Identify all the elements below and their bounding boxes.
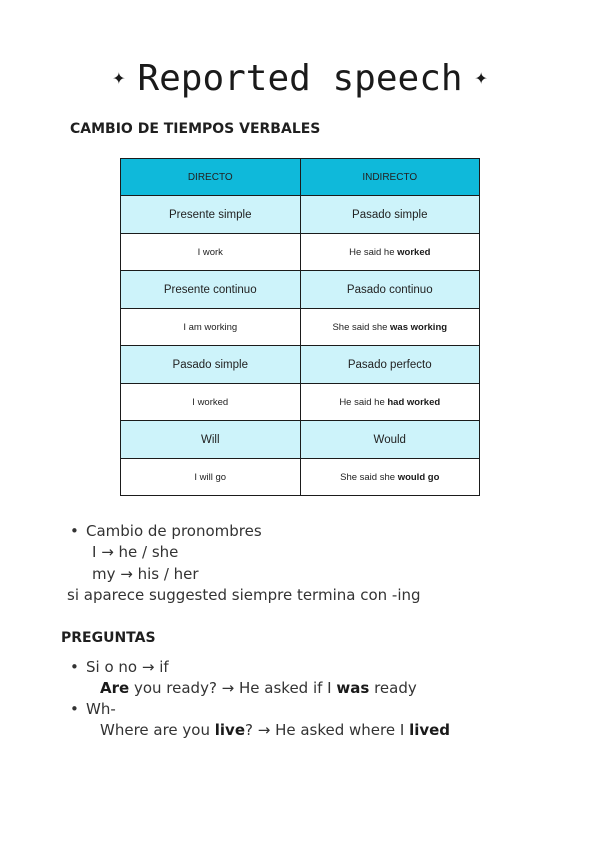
indirect-prefix: She said she bbox=[332, 321, 391, 333]
tense-table bbox=[120, 158, 480, 496]
indirect-verb: was working bbox=[390, 321, 448, 333]
cell-direct: Presente simple bbox=[121, 196, 301, 234]
wh-bullet: • Wh- bbox=[86, 700, 116, 718]
cell-indirect: Would bbox=[300, 421, 480, 459]
indirect-prefix: He said he bbox=[339, 396, 388, 408]
cell-indirect bbox=[300, 309, 480, 346]
indirect-verb: had worked bbox=[387, 396, 441, 408]
cell-direct: Pasado simple bbox=[121, 346, 301, 384]
cell-indirect bbox=[300, 459, 480, 496]
cell-indirect bbox=[300, 384, 480, 421]
bold-word: was bbox=[336, 679, 370, 697]
example-text: you ready? → He asked if I bbox=[129, 679, 337, 697]
example-text: ready bbox=[369, 679, 417, 697]
bold-word: live bbox=[214, 721, 245, 739]
cell-indirect: Pasado continuo bbox=[300, 271, 480, 309]
title-text: Reported speech bbox=[137, 58, 463, 99]
yesno-example bbox=[100, 679, 417, 697]
yesno-bullet: • Si o no → if bbox=[86, 658, 169, 676]
column-header-direct: DIRECTO bbox=[121, 159, 301, 196]
bold-word: lived bbox=[409, 721, 451, 739]
cell-direct: I will go bbox=[121, 459, 301, 496]
table-row bbox=[121, 384, 480, 421]
cell-indirect bbox=[300, 234, 480, 271]
cell-direct: Will bbox=[121, 421, 301, 459]
table-row bbox=[121, 309, 480, 346]
wh-example bbox=[100, 721, 450, 739]
table-row bbox=[121, 196, 480, 234]
indirect-verb: would go bbox=[397, 471, 440, 483]
pronoun-line-1: I → he / she bbox=[92, 543, 179, 561]
table-header-row bbox=[121, 159, 480, 196]
table-row bbox=[121, 346, 480, 384]
page-title bbox=[0, 58, 600, 99]
table-row bbox=[121, 459, 480, 496]
star-icon: ✦ bbox=[112, 65, 126, 90]
cell-direct: I work bbox=[121, 234, 301, 271]
pronoun-line-2: my → his / her bbox=[92, 565, 199, 583]
column-header-indirect: INDIRECTO bbox=[300, 159, 480, 196]
cell-direct: I worked bbox=[121, 384, 301, 421]
indirect-prefix: She said she bbox=[340, 471, 398, 483]
bold-word: Are bbox=[100, 679, 130, 697]
cell-direct: I am working bbox=[121, 309, 301, 346]
table-row bbox=[121, 234, 480, 271]
pronoun-bullet: • Cambio de pronombres bbox=[86, 522, 262, 540]
example-text: Where are you bbox=[100, 721, 215, 739]
table-row bbox=[121, 421, 480, 459]
indirect-prefix: He said he bbox=[349, 246, 398, 258]
indirect-verb: worked bbox=[397, 246, 431, 258]
cell-indirect: Pasado simple bbox=[300, 196, 480, 234]
cell-indirect: Pasado perfecto bbox=[300, 346, 480, 384]
section-heading-questions: PREGUNTAS bbox=[61, 630, 156, 646]
table-row bbox=[121, 271, 480, 309]
example-text: ? → He asked where I bbox=[245, 721, 410, 739]
star-icon: ✦ bbox=[474, 65, 488, 90]
section-heading-tenses: CAMBIO DE TIEMPOS VERBALES bbox=[70, 121, 321, 137]
suggested-note: si aparece suggested siempre termina con -ing bbox=[67, 586, 421, 604]
cell-direct: Presente continuo bbox=[121, 271, 301, 309]
